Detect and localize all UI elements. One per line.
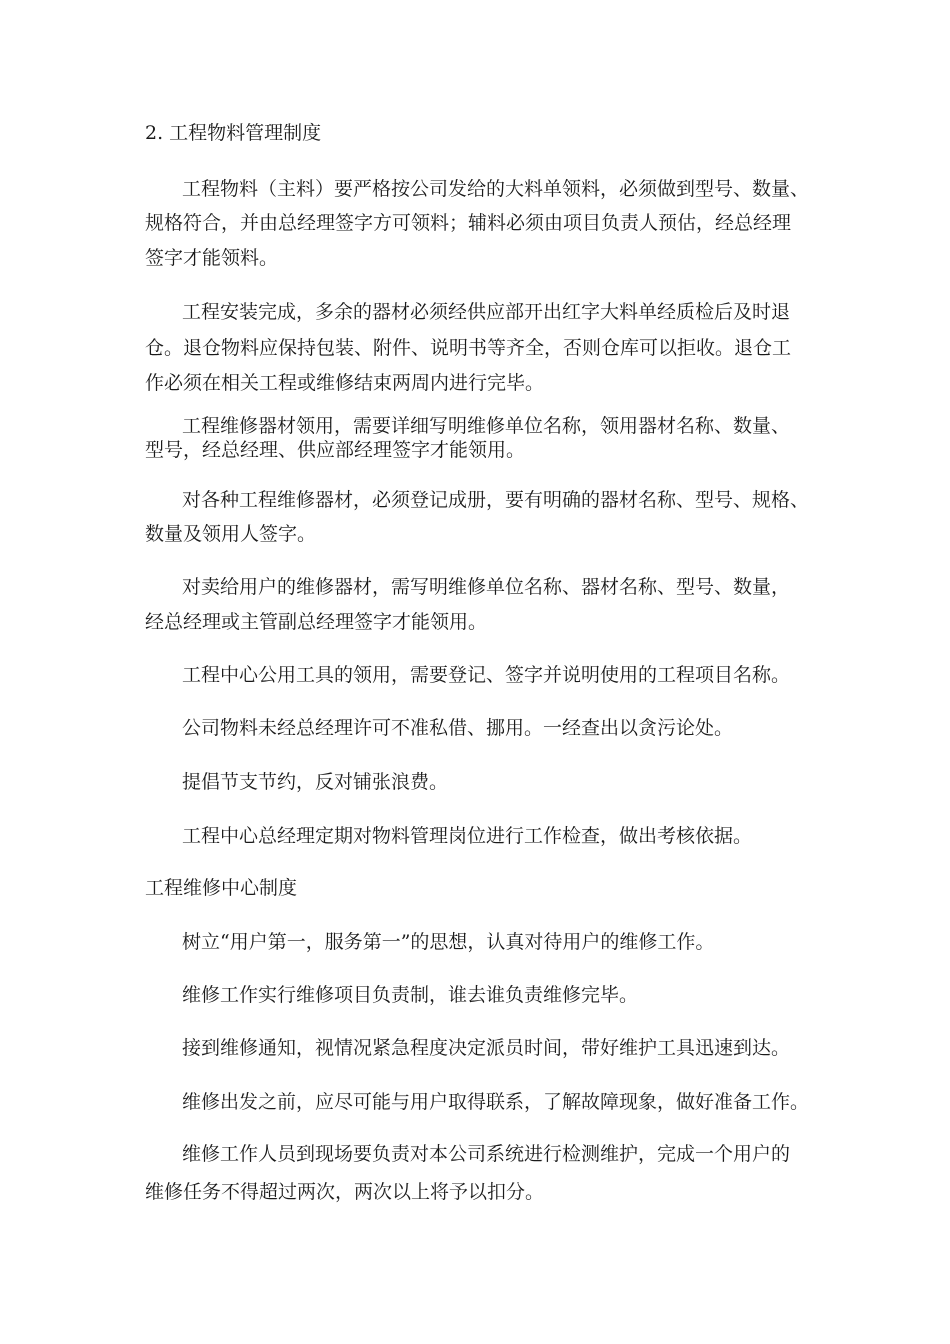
paragraph-11: 维修工作实行维修项目负责制，谁去谁负责维修完毕。 [182, 984, 639, 1006]
paragraph-6: 工程中心公用工具的领用，需要登记、签字并说明使用的工程项目名称。 [182, 664, 791, 686]
paragraph-2-line-2: 仓。退仓物料应保持包装、附件、说明书等齐全，否则仓库可以拒收。退仓工 [145, 337, 792, 359]
paragraph-10: 树立“用户第一，服务第一”的思想，认真对待用户的维修工作。 [182, 931, 715, 953]
paragraph-4-line-1: 对各种工程维修器材，必须登记成册，要有明确的器材名称、型号、规格、 [182, 489, 810, 511]
section-heading-maintenance-center: 工程维修中心制度 [145, 877, 298, 899]
section-heading-material-management: 2. 工程物料管理制度 [145, 122, 322, 144]
paragraph-5-line-1: 对卖给用户的维修器材，需写明维修单位名称、器材名称、型号、数量， [182, 576, 791, 598]
paragraph-1-line-3: 签字才能领料。 [145, 247, 279, 269]
paragraph-5-line-2: 经总经理或主管副总经理签字才能领用。 [145, 611, 488, 633]
paragraph-14-line-2: 维修任务不得超过两次，两次以上将予以扣分。 [145, 1181, 545, 1203]
paragraph-13: 维修出发之前，应尽可能与用户取得联系，了解故障现象，做好准备工作。 [182, 1091, 810, 1113]
paragraph-7: 公司物料未经总经理许可不准私借、挪用。一经查出以贪污论处。 [182, 717, 734, 739]
paragraph-1-line-1: 工程物料（主料）要严格按公司发给的大料单领料，必须做到型号、数量、 [182, 178, 810, 200]
paragraph-3-line-2: 型号，经总经理、供应部经理签字才能领用。 [145, 439, 526, 461]
paragraph-8: 提倡节支节约，反对铺张浪费。 [182, 771, 449, 793]
paragraph-4-line-2: 数量及领用人签字。 [145, 523, 317, 545]
paragraph-12: 接到维修通知，视情况紧急程度决定派员时间，带好维护工具迅速到达。 [182, 1037, 791, 1059]
paragraph-1-line-2: 规格符合，并由总经理签字方可领料；辅料必须由项目负责人预估，经总经理 [145, 212, 792, 234]
paragraph-2-line-3: 作必须在相关工程或维修结束两周内进行完毕。 [145, 372, 545, 394]
paragraph-3-line-1: 工程维修器材领用，需要详细写明维修单位名称，领用器材名称、数量、 [182, 415, 791, 437]
paragraph-9: 工程中心总经理定期对物料管理岗位进行工作检查，做出考核依据。 [182, 825, 753, 847]
paragraph-14-line-1: 维修工作人员到现场要负责对本公司系统进行检测维护，完成一个用户的 [182, 1143, 791, 1165]
paragraph-2-line-1: 工程安装完成，多余的器材必须经供应部开出红字大料单经质检后及时退 [182, 301, 791, 323]
